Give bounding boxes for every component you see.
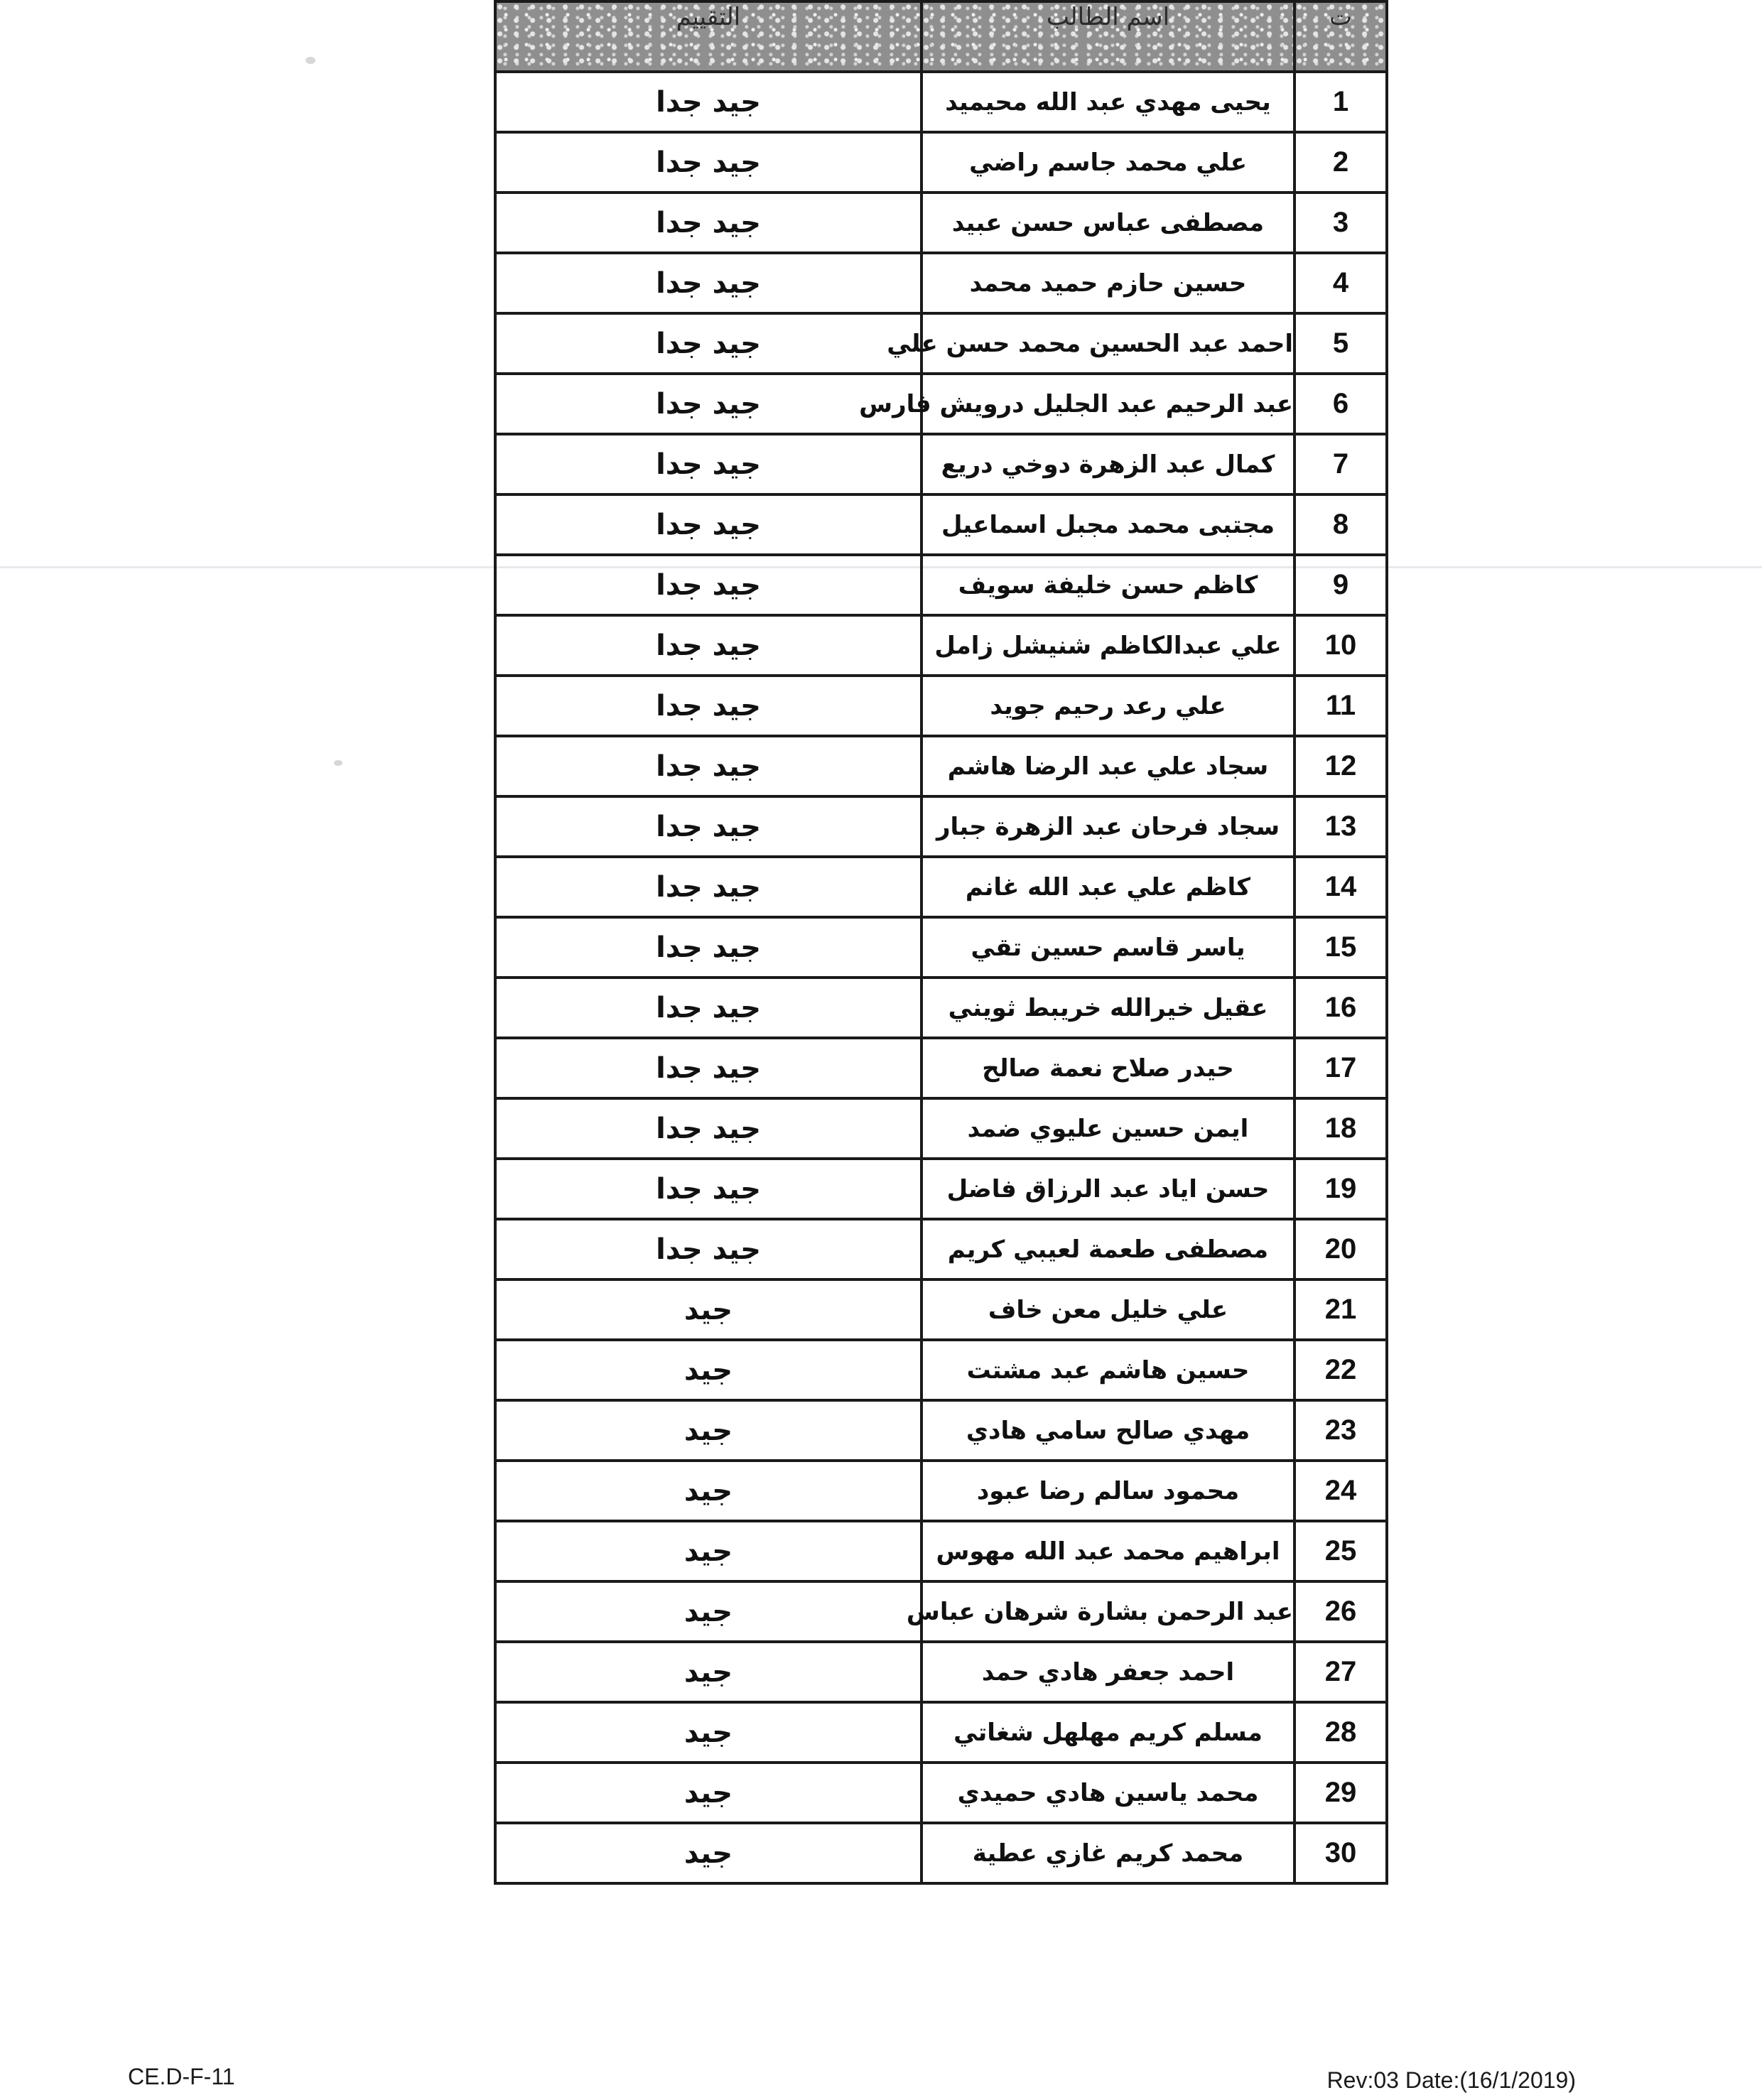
student-grade: جيد bbox=[495, 1763, 921, 1823]
student-grade: جيد جدا bbox=[495, 1098, 921, 1159]
table-row bbox=[495, 1521, 1387, 1581]
header-grade: التقييم bbox=[495, 1, 921, 72]
table-row bbox=[495, 1219, 1387, 1279]
student-name: محمود سالم رضا عبود bbox=[921, 1461, 1295, 1521]
table-row bbox=[495, 253, 1387, 313]
row-number: 29 bbox=[1295, 1763, 1387, 1823]
student-name: محمد ياسين هادي حميدي bbox=[921, 1763, 1295, 1823]
table-row bbox=[495, 494, 1387, 555]
row-number: 10 bbox=[1295, 615, 1387, 676]
student-name: ايمن حسين عليوي ضمد bbox=[921, 1098, 1295, 1159]
header-row bbox=[495, 1, 1387, 72]
row-number: 19 bbox=[1295, 1159, 1387, 1219]
row-number: 28 bbox=[1295, 1702, 1387, 1763]
grades-table bbox=[494, 0, 1388, 1885]
row-number: 17 bbox=[1295, 1038, 1387, 1098]
row-number: 4 bbox=[1295, 253, 1387, 313]
student-name: يحيى مهدي عبد الله محيميد bbox=[921, 72, 1295, 132]
student-grade: جيد جدا bbox=[495, 615, 921, 676]
student-grade: جيد bbox=[495, 1340, 921, 1400]
student-name: سجاد علي عبد الرضا هاشم bbox=[921, 736, 1295, 796]
student-name: احمد جعفر هادي حمد bbox=[921, 1642, 1295, 1702]
table-row bbox=[495, 615, 1387, 676]
row-number: 26 bbox=[1295, 1581, 1387, 1642]
table-row bbox=[495, 1823, 1387, 1883]
table-row bbox=[495, 1642, 1387, 1702]
scan-speck bbox=[306, 57, 315, 64]
row-number: 9 bbox=[1295, 555, 1387, 615]
row-number: 25 bbox=[1295, 1521, 1387, 1581]
student-name: مهدي صالح سامي هادي bbox=[921, 1400, 1295, 1461]
table-row bbox=[495, 1038, 1387, 1098]
row-number: 16 bbox=[1295, 978, 1387, 1038]
student-name: ياسر قاسم حسين تقي bbox=[921, 917, 1295, 978]
table-row bbox=[495, 374, 1387, 434]
student-grade: جيد جدا bbox=[495, 374, 921, 434]
student-grade: جيد جدا bbox=[495, 796, 921, 857]
row-number: 1 bbox=[1295, 72, 1387, 132]
revision-date: Rev:03 Date:(16/1/2019) bbox=[1326, 2067, 1576, 2093]
row-number: 13 bbox=[1295, 796, 1387, 857]
student-grade: جيد bbox=[495, 1702, 921, 1763]
row-number: 3 bbox=[1295, 193, 1387, 253]
student-name: عقيل خيرالله خريبط ثويني bbox=[921, 978, 1295, 1038]
grades-table-container bbox=[494, 0, 1385, 1885]
student-name: كاظم حسن خليفة سويف bbox=[921, 555, 1295, 615]
table-row bbox=[495, 917, 1387, 978]
table-row bbox=[495, 796, 1387, 857]
table-row bbox=[495, 555, 1387, 615]
table-row bbox=[495, 857, 1387, 917]
student-name: علي محمد جاسم راضي bbox=[921, 132, 1295, 193]
student-grade: جيد جدا bbox=[495, 1219, 921, 1279]
row-number: 22 bbox=[1295, 1340, 1387, 1400]
table-row bbox=[495, 1159, 1387, 1219]
row-number: 12 bbox=[1295, 736, 1387, 796]
student-name: احمد عبد الحسين محمد حسن علي bbox=[921, 313, 1295, 374]
student-grade: جيد جدا bbox=[495, 253, 921, 313]
header-number: ت bbox=[1295, 1, 1387, 72]
table-row bbox=[495, 1702, 1387, 1763]
student-grade: جيد جدا bbox=[495, 494, 921, 555]
student-grade: جيد جدا bbox=[495, 555, 921, 615]
table-row bbox=[495, 736, 1387, 796]
student-grade: جيد bbox=[495, 1461, 921, 1521]
student-grade: جيد جدا bbox=[495, 978, 921, 1038]
row-number: 14 bbox=[1295, 857, 1387, 917]
row-number: 23 bbox=[1295, 1400, 1387, 1461]
row-number: 5 bbox=[1295, 313, 1387, 374]
row-number: 18 bbox=[1295, 1098, 1387, 1159]
table-row bbox=[495, 1581, 1387, 1642]
student-grade: جيد جدا bbox=[495, 434, 921, 494]
student-name: علي رعد رحيم جويد bbox=[921, 676, 1295, 736]
row-number: 2 bbox=[1295, 132, 1387, 193]
student-name: مجتبى محمد مجبل اسماعيل bbox=[921, 494, 1295, 555]
row-number: 20 bbox=[1295, 1219, 1387, 1279]
row-number: 11 bbox=[1295, 676, 1387, 736]
table-row bbox=[495, 1400, 1387, 1461]
table-row bbox=[495, 978, 1387, 1038]
table-body bbox=[495, 72, 1387, 1883]
student-name: عبد الرحمن بشارة شرهان عباس bbox=[921, 1581, 1295, 1642]
student-grade: جيد جدا bbox=[495, 313, 921, 374]
row-number: 7 bbox=[1295, 434, 1387, 494]
student-grade: جيد جدا bbox=[495, 1038, 921, 1098]
student-grade: جيد bbox=[495, 1521, 921, 1581]
student-grade: جيد bbox=[495, 1823, 921, 1883]
student-name: محمد كريم غازي عطية bbox=[921, 1823, 1295, 1883]
student-name: كمال عبد الزهرة دوخي دريع bbox=[921, 434, 1295, 494]
student-grade: جيد جدا bbox=[495, 72, 921, 132]
student-grade: جيد جدا bbox=[495, 676, 921, 736]
student-grade: جيد bbox=[495, 1400, 921, 1461]
table-header bbox=[495, 1, 1387, 72]
student-name: مصطفى عباس حسن عبيد bbox=[921, 193, 1295, 253]
student-name: حسين حازم حميد محمد bbox=[921, 253, 1295, 313]
student-grade: جيد جدا bbox=[495, 132, 921, 193]
table-row bbox=[495, 434, 1387, 494]
student-grade: جيد جدا bbox=[495, 736, 921, 796]
student-name: مصطفى طعمة لعيبي كريم bbox=[921, 1219, 1295, 1279]
table-row bbox=[495, 72, 1387, 132]
table-row bbox=[495, 313, 1387, 374]
student-name: علي عبدالكاظم شنيشل زامل bbox=[921, 615, 1295, 676]
header-student-name: اسم الطالب bbox=[921, 1, 1295, 72]
table-row bbox=[495, 193, 1387, 253]
table-row bbox=[495, 1340, 1387, 1400]
table-row bbox=[495, 676, 1387, 736]
student-name: سجاد فرحان عبد الزهرة جبار bbox=[921, 796, 1295, 857]
row-number: 6 bbox=[1295, 374, 1387, 434]
student-name: علي خليل معن خاف bbox=[921, 1279, 1295, 1340]
student-name: ابراهيم محمد عبد الله مهوس bbox=[921, 1521, 1295, 1581]
student-grade: جيد جدا bbox=[495, 1159, 921, 1219]
student-name: مسلم كريم مهلهل شغاتي bbox=[921, 1702, 1295, 1763]
row-number: 15 bbox=[1295, 917, 1387, 978]
row-number: 30 bbox=[1295, 1823, 1387, 1883]
table-row bbox=[495, 1279, 1387, 1340]
row-number: 21 bbox=[1295, 1279, 1387, 1340]
scan-speck bbox=[334, 760, 342, 766]
student-name: حسن اياد عبد الرزاق فاضل bbox=[921, 1159, 1295, 1219]
student-grade: جيد جدا bbox=[495, 193, 921, 253]
row-number: 24 bbox=[1295, 1461, 1387, 1521]
table-row bbox=[495, 1461, 1387, 1521]
table-row bbox=[495, 1098, 1387, 1159]
row-number: 27 bbox=[1295, 1642, 1387, 1702]
student-name: حيدر صلاح نعمة صالح bbox=[921, 1038, 1295, 1098]
student-grade: جيد bbox=[495, 1581, 921, 1642]
student-name: حسين هاشم عبد مشتت bbox=[921, 1340, 1295, 1400]
student-name: عبد الرحيم عبد الجليل درويش فارس bbox=[921, 374, 1295, 434]
student-grade: جيد bbox=[495, 1279, 921, 1340]
table-row bbox=[495, 132, 1387, 193]
student-name: كاظم علي عبد الله غانم bbox=[921, 857, 1295, 917]
student-grade: جيد bbox=[495, 1642, 921, 1702]
row-number: 8 bbox=[1295, 494, 1387, 555]
form-code: CE.D-F-11 bbox=[128, 2064, 235, 2089]
student-grade: جيد جدا bbox=[495, 857, 921, 917]
table-row bbox=[495, 1763, 1387, 1823]
student-grade: جيد جدا bbox=[495, 917, 921, 978]
